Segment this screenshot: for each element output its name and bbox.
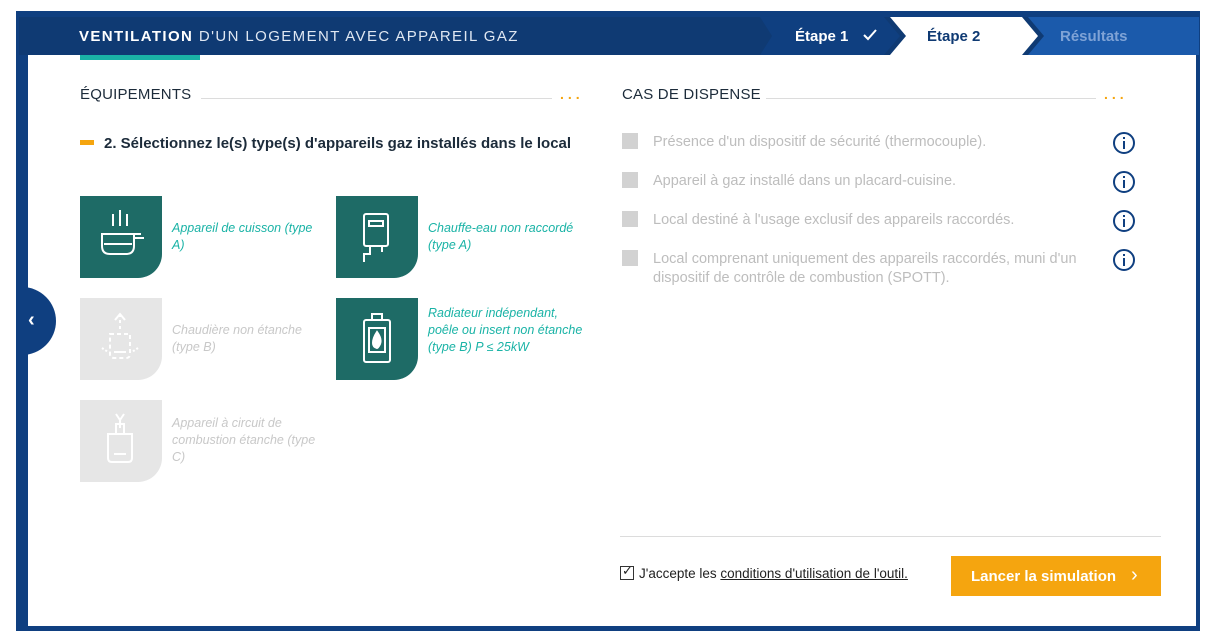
info-icon[interactable] [1112, 248, 1136, 272]
accept-checkbox[interactable] [620, 563, 634, 580]
step-1-label: Étape 1 [795, 28, 849, 45]
tile-water-heater-label: Chauffe-eau non raccordé (type A) [428, 221, 574, 252]
dispense-divider [766, 98, 1096, 99]
tile-water-heater[interactable] [336, 196, 418, 278]
step-1-tab[interactable] [795, 28, 877, 45]
info-icon[interactable] [1112, 170, 1136, 194]
step-2-label: Étape 2 [927, 28, 981, 45]
equipments-dots: ... [560, 86, 584, 102]
dispense-checkbox-1[interactable] [622, 133, 638, 149]
chevron-left-icon: ‹ [28, 309, 35, 331]
dispense-item-label: Présence d'un dispositif de sécurité (thermocouple). [653, 134, 987, 150]
boiler-icon [80, 298, 162, 380]
dispense-dots: ... [1104, 86, 1128, 102]
accept-prefix: J'accepte les [639, 566, 717, 581]
page-title-light: D'UN LOGEMENT AVEC APPAREIL GAZ [198, 28, 519, 45]
dispense-checkbox-3[interactable] [622, 211, 638, 227]
step-results-tab[interactable] [1060, 28, 1128, 45]
step-results-label: Résultats [1060, 28, 1128, 45]
stove-heater-icon [336, 298, 418, 380]
stepper [760, 17, 1199, 55]
page-title-strong: VENTILATION [79, 28, 194, 45]
dispense-checkbox-4[interactable] [622, 250, 638, 266]
check-icon [863, 28, 877, 45]
accept-text [639, 566, 908, 581]
tile-sealed-label: Appareil à circuit de combustion étanche (type C) [172, 416, 316, 464]
terms-link[interactable]: conditions d'utilisation de l'outil. [720, 566, 908, 581]
title-underline [80, 55, 200, 60]
equipments-title: ÉQUIPEMENTS [80, 86, 192, 103]
water-heater-icon [336, 196, 418, 278]
dispense-item-label: Local comprenant uniquement des appareils raccordés, muni d'un dispositif de contrôle de combustion (SPOTT). [653, 251, 1077, 286]
dispense-item-label: Local destiné à l'usage exclusif des appareils raccordés. [653, 212, 1015, 228]
dispense-checkbox-2[interactable] [622, 172, 638, 188]
launch-simulation-label: Lancer la simulation [971, 567, 1117, 585]
tile-sealed-appliance[interactable] [80, 400, 162, 482]
checkmark-icon: ✓ [622, 563, 633, 578]
question-text: 2. Sélectionnez le(s) type(s) d'appareils gaz installés dans le local [104, 135, 572, 152]
step-2-tab[interactable] [927, 28, 980, 45]
chevron-right-icon: › [1131, 564, 1138, 586]
cooking-appliance-icon [80, 196, 162, 278]
tile-stove-label: Radiateur indépendant, poêle ou insert non étanche (type B) P ≤ 25kW [428, 306, 583, 354]
info-icon[interactable] [1112, 131, 1136, 155]
page-title [79, 28, 519, 45]
tile-boiler[interactable] [80, 298, 162, 380]
tile-cooking-label: Appareil de cuisson (type A) [172, 221, 313, 252]
equipments-divider [201, 98, 552, 99]
tile-stove-heater[interactable] [336, 298, 418, 380]
tile-cooking-appliance[interactable] [80, 196, 162, 278]
dispense-item-label: Appareil à gaz installé dans un placard-cuisine. [653, 173, 957, 189]
tile-boiler-label: Chaudière non étanche (type B) [172, 323, 302, 354]
question-marker [80, 140, 94, 145]
dispense-title: CAS DE DISPENSE [622, 86, 761, 103]
launch-simulation-button[interactable] [951, 556, 1161, 596]
info-icon[interactable] [1112, 209, 1136, 233]
footer-divider [620, 536, 1161, 537]
sealed-appliance-icon [80, 400, 162, 482]
